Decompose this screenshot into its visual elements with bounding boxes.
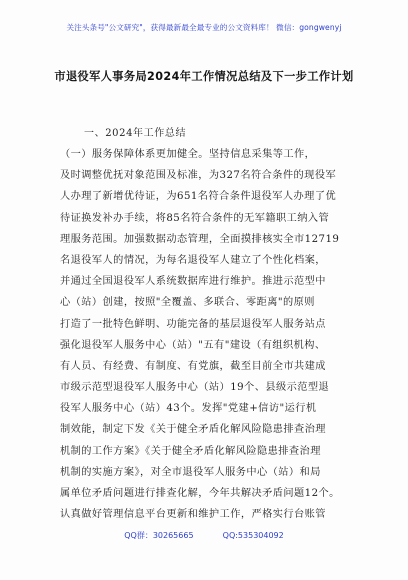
body-line: 认真做好管理信息平台更新和维护工作，严格实行台账管 bbox=[60, 509, 326, 521]
body-line: 待证换发补办手续，将85名符合条件的无军籍职工纳入管 bbox=[60, 212, 330, 224]
body-line: 及时调整优抚对象范围及标准，为327名符合条件的现役军 bbox=[60, 170, 337, 182]
body-line: 人办理了新增优待证，为651名符合条件退役军人办理了优 bbox=[60, 191, 337, 203]
body-line: 并通过全国退役军人系统数据库进行维护。推进示范型中 bbox=[60, 276, 326, 288]
body-line: 理服务范围。加强数据动态管理，全面摸排核实全市12719 bbox=[60, 233, 340, 245]
body-line: 役军人服务中心（站）43个。发挥"党建+信访"运行机 bbox=[60, 403, 317, 415]
qq-group-number: QQ群：30265665 bbox=[124, 531, 194, 540]
body-line: 机制的实施方案》，对全市退役军人服务中心（站）和局 bbox=[60, 466, 321, 478]
body-line: 打造了一批特色鲜明、功能完备的基层退役军人服务站点 bbox=[60, 318, 326, 330]
body-line: （一）服务保障体系更加健全。坚持信息采集等工作， bbox=[60, 149, 316, 160]
body-line: 制效能，制定下发《关于健全矛盾化解风险隐患排查治理 bbox=[60, 424, 326, 436]
body-line: 强化退役军人服务中心（站）"五有"建设（有组织机构、 bbox=[60, 339, 326, 351]
contact-footer bbox=[0, 530, 408, 541]
section-heading: 一、2024年工作总结 bbox=[84, 128, 187, 139]
body-line: 属单位矛盾问题进行排查化解，今年共解决矛盾问题12个。 bbox=[60, 488, 340, 499]
body-line: 名退役军人的情况，为每名退役军人建立了个性化档案， bbox=[60, 254, 326, 266]
body-line: 机制的工作方案》《关于健全矛盾化解风险隐患排查治理 bbox=[60, 445, 321, 457]
body-line: 市级示范型退役军人服务中心（站）19个、县级示范型退 bbox=[60, 382, 330, 394]
qq-contact-number: QQ:535304092 bbox=[222, 531, 284, 540]
promo-banner: 关注头条号"公文研究"，获得最新最全最专业的公文资料库！ 微信：gongwenyj bbox=[66, 23, 342, 32]
document-title: 市退役军人事务局2024年工作情况总结及下一步工作计划 bbox=[54, 70, 354, 83]
body-line: 有人员、有经费、有制度、有党旗，截至目前全市共建成 bbox=[60, 360, 326, 372]
body-paragraph bbox=[60, 144, 360, 525]
body-line: 心（站）创建，按照"全覆盖、多联合、零距离"的原则 bbox=[60, 297, 315, 309]
